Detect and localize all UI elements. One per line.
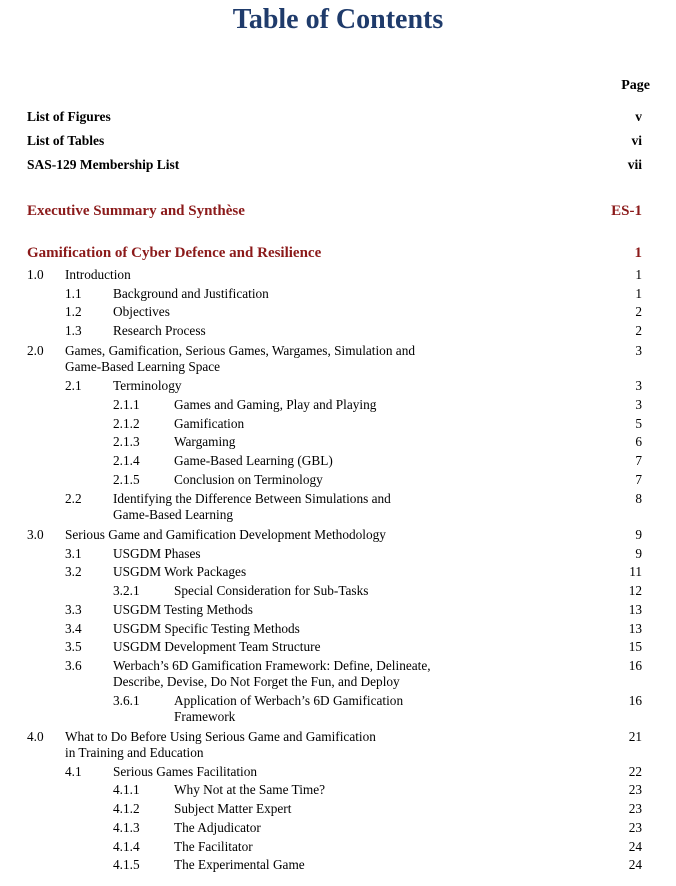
page-title: Table of Contents (232, 4, 444, 35)
toc-entry-page: 3 (635, 378, 642, 393)
toc-entry-line: The Experimental Game (174, 857, 305, 872)
toc-entry-page: v (635, 109, 642, 124)
toc-entry-line: Framework (174, 709, 236, 724)
toc-entry-page: 7 (635, 453, 642, 468)
toc-entry-number: 3.2 (65, 564, 82, 579)
toc-entry-page: 1 (635, 286, 642, 301)
toc-entry-line: USGDM Testing Methods (113, 602, 253, 617)
toc-entry-number: 2.2 (65, 491, 82, 506)
toc-entry-number: 4.1.4 (113, 839, 140, 854)
toc-entry-title (65, 729, 376, 761)
toc-entry-number: 1.0 (27, 267, 44, 282)
toc-entry-title (174, 801, 291, 817)
toc-entry-page: 21 (628, 729, 642, 744)
toc-entry-line: Background and Justification (113, 286, 269, 301)
toc-entry-line: Identifying the Difference Between Simulations and (113, 491, 391, 506)
toc-entry-number: 4.1.2 (113, 801, 140, 816)
toc-entry-title (174, 857, 305, 873)
toc-entry-line: Game-Based Learning (113, 507, 233, 522)
toc-entry-page: 3 (635, 397, 642, 412)
toc-entry-page: 22 (628, 764, 642, 779)
toc-entry-title (113, 639, 320, 655)
toc-section-title: Executive Summary and Synthèse (27, 203, 245, 219)
toc-entry-line: USGDM Work Packages (113, 564, 247, 579)
toc-entry-line: Game-Based Learning (GBL) (174, 453, 333, 468)
toc-entry-title (174, 820, 261, 836)
toc-entry-title (65, 343, 415, 375)
toc-entry-page: 9 (635, 527, 642, 542)
toc-section-title: Gamification of Cyber Defence and Resilience (27, 245, 322, 261)
toc-entry-number: 3.1 (65, 546, 82, 561)
toc-section-page: ES-1 (611, 203, 642, 219)
toc-entry-number: 3.5 (65, 639, 82, 654)
toc-entry-page: 7 (635, 472, 642, 487)
toc-entry-title (113, 564, 246, 580)
toc-entry-title (113, 764, 257, 780)
toc-entry-title (174, 453, 333, 469)
toc-entry-page: 13 (628, 602, 642, 617)
toc-entry-title (113, 378, 182, 394)
toc-entry-number: 3.4 (65, 621, 82, 636)
toc-entry-number: 3.3 (65, 602, 82, 617)
toc-entry-number: 3.2.1 (113, 583, 140, 598)
toc-entry-line: USGDM Development Team Structure (113, 639, 321, 654)
toc-entry-title (65, 527, 386, 543)
toc-entry-title (65, 267, 131, 283)
toc-entry-line: Introduction (65, 267, 131, 282)
toc-entry-line: in Training and Education (65, 745, 204, 760)
toc-entry-line: What to Do Before Using Serious Game and Gamification (65, 729, 376, 744)
toc-entry-number: 1.2 (65, 304, 82, 319)
toc-entry-title (113, 546, 201, 562)
toc-entry-title (174, 839, 253, 855)
toc-entry-number: 2.0 (27, 343, 44, 358)
toc-entry-page: 2 (635, 304, 642, 319)
toc-entry-title (113, 658, 431, 690)
toc-entry-line: Application of Werbach’s 6D Gamification (174, 693, 404, 708)
toc-entry-line: USGDM Phases (113, 546, 201, 561)
toc-entry-number: 2.1 (65, 378, 82, 393)
toc-entry-number: 4.1 (65, 764, 82, 779)
toc-entry-page: 13 (628, 621, 642, 636)
toc-entry-title (174, 416, 244, 432)
toc-entry-number: 3.6 (65, 658, 82, 673)
toc-entry-title (174, 472, 323, 488)
toc-entry-page: vii (627, 157, 642, 172)
toc-entry-title (113, 491, 391, 523)
toc-entry-number: 2.1.3 (113, 434, 140, 449)
toc-entry-page: 16 (628, 693, 642, 708)
toc-entry-title (113, 304, 170, 320)
toc-entry-title (174, 782, 325, 798)
toc-entry-title (174, 693, 403, 725)
toc-entry-line: Gamification (174, 416, 245, 431)
toc-entry-number: 4.1.1 (113, 782, 140, 797)
toc-entry-page: 11 (629, 564, 642, 579)
toc-entry-page: 8 (635, 491, 642, 506)
toc-entry-line: Serious Game and Gamification Development Methodology (65, 527, 386, 542)
toc-entry-line: Games, Gamification, Serious Games, Wargames, Simulation and (65, 343, 415, 358)
toc-entry-title: List of Tables (27, 133, 105, 148)
toc-entry-title (113, 323, 206, 339)
toc-entry-line: Why Not at the Same Time? (174, 782, 326, 797)
toc-entry-number: 1.1 (65, 286, 82, 301)
toc-entry-page: 12 (628, 583, 642, 598)
toc-entry-line: Conclusion on Terminology (174, 472, 323, 487)
toc-entry-page: vi (631, 133, 642, 148)
toc-entry-page: 3 (635, 343, 642, 358)
page-column-header: Page (621, 78, 650, 93)
toc-entry-title (113, 621, 300, 637)
toc-entry-title (174, 434, 235, 450)
toc-entry-line: Research Process (113, 323, 206, 338)
toc-entry-page: 23 (628, 801, 642, 816)
toc-entry-page: 15 (628, 639, 642, 654)
toc-entry-line: The Facilitator (174, 839, 253, 854)
toc-entry-number: 4.1.3 (113, 820, 140, 835)
toc-entry-title: List of Figures (27, 109, 111, 124)
toc-entry-line: Describe, Devise, Do Not Forget the Fun, and Deploy (113, 674, 400, 689)
toc-entry-page: 24 (628, 857, 642, 872)
toc-entry-line: Special Consideration for Sub-Tasks (174, 583, 369, 598)
toc-entry-number: 2.1.1 (113, 397, 140, 412)
toc-entry-number: 3.0 (27, 527, 44, 542)
toc-entry-title (174, 583, 368, 599)
toc-entry-page: 2 (635, 323, 642, 338)
toc-entry-page: 6 (635, 434, 642, 449)
toc-entry-title (113, 286, 269, 302)
toc-entry-number: 2.1.5 (113, 472, 140, 487)
toc-entry-title (113, 602, 253, 618)
toc-entry-line: Serious Games Facilitation (113, 764, 258, 779)
toc-entry-line: USGDM Specific Testing Methods (113, 621, 300, 636)
toc-entry-title: SAS-129 Membership List (27, 157, 180, 172)
toc-entry-line: Games and Gaming, Play and Playing (174, 397, 377, 412)
toc-entry-page: 9 (635, 546, 642, 561)
toc-entry-line: Objectives (113, 304, 170, 319)
toc-entry-number: 4.1.5 (113, 857, 140, 872)
toc-entry-number: 2.1.2 (113, 416, 140, 431)
toc-entry-line: Subject Matter Expert (174, 801, 292, 816)
toc-entry-number: 2.1.4 (113, 453, 140, 468)
toc-entry-line: Game-Based Learning Space (65, 359, 221, 374)
toc-entry-page: 23 (628, 820, 642, 835)
toc-entry-page: 16 (628, 658, 642, 673)
toc-entry-number: 3.6.1 (113, 693, 140, 708)
toc-entry-page: 1 (635, 267, 642, 282)
toc-entry-line: Terminology (113, 378, 182, 393)
toc-entry-line: The Adjudicator (174, 820, 261, 835)
toc-entry-page: 5 (635, 416, 642, 431)
toc-entry-number: 4.0 (27, 729, 44, 744)
toc-section-page: 1 (634, 245, 642, 261)
toc-entry-number: 1.3 (65, 323, 82, 338)
toc-entry-title (174, 397, 376, 413)
toc-entry-page: 24 (628, 839, 642, 854)
toc-entry-line: Wargaming (174, 434, 236, 449)
toc-entry-page: 23 (628, 782, 642, 797)
toc-entry-line: Werbach’s 6D Gamification Framework: Define, Delineate, (113, 658, 431, 673)
